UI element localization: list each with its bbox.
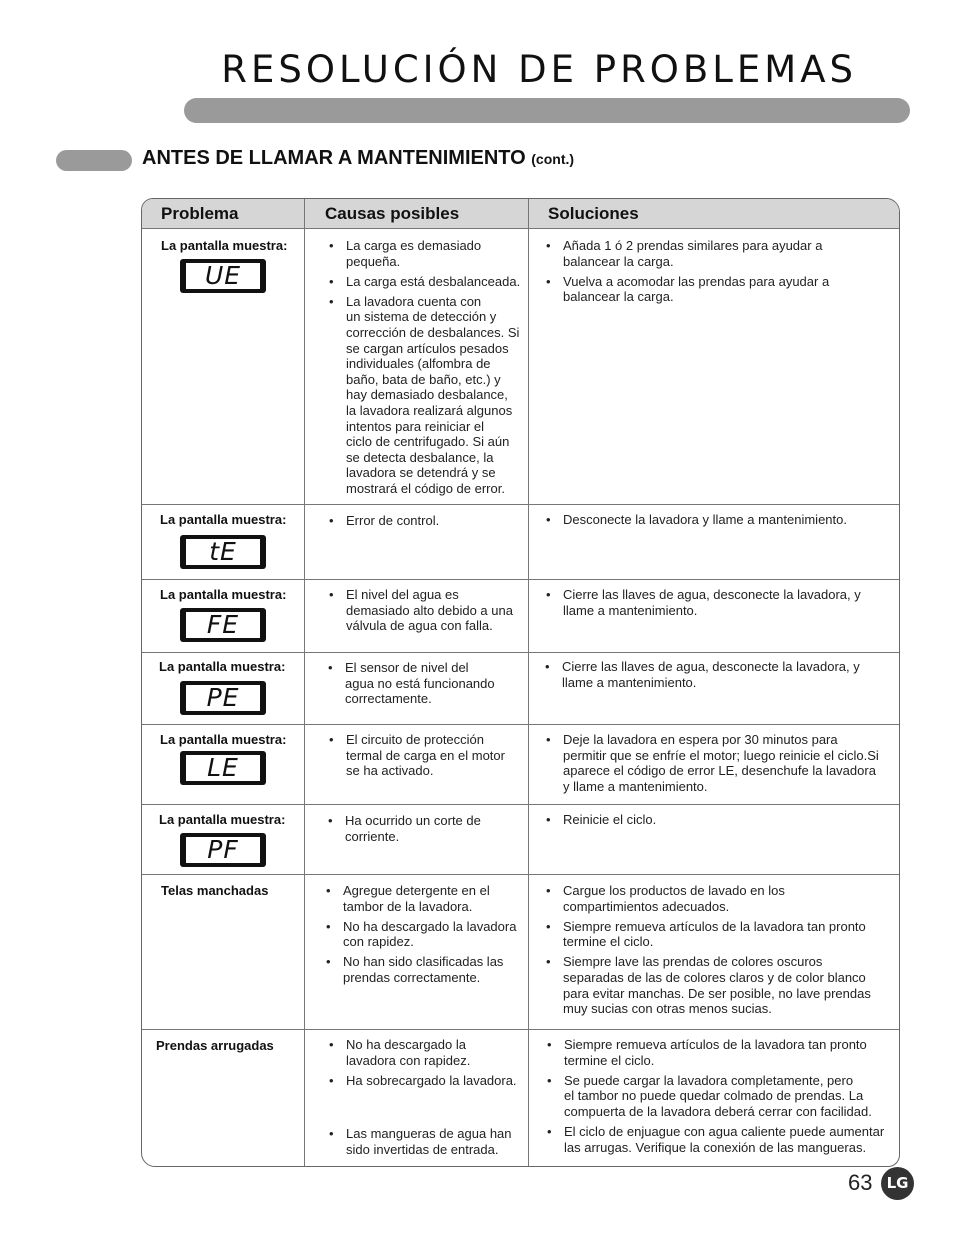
display-icon bbox=[180, 681, 266, 715]
page-number: 63 bbox=[848, 1170, 873, 1195]
column-divider bbox=[304, 199, 305, 1166]
table-row bbox=[142, 652, 899, 725]
solutions-list bbox=[542, 883, 894, 1021]
column-divider bbox=[528, 199, 529, 1166]
causes-list bbox=[325, 587, 530, 638]
cause-item: • No han sido clasificadas las prendas correctamente. bbox=[322, 954, 532, 985]
cause-item: • La lavadora cuenta con un sistema de detección y corrección de desbalances. Si se cargan artículos pesados individuales (alfombra de baño, bata de baño, etc.) y hay demasiado desbalance, la lavadora realizará algunos intentos para reiniciar el ciclo de centrifugado. Si aún se detecta desbalance, la lavadora se detendrá y se mostrará el código de error. bbox=[325, 294, 530, 497]
display-icon bbox=[180, 608, 266, 642]
causes-list bbox=[324, 813, 529, 849]
causes-list bbox=[325, 1037, 530, 1162]
causes-list bbox=[325, 732, 530, 783]
display-icon bbox=[180, 259, 266, 293]
cause-item: • Las mangueras de agua han sido invertidas de entrada. bbox=[325, 1126, 530, 1157]
problem-label: La pantalla muestra: bbox=[160, 512, 287, 527]
section-title: ANTES DE LLAMAR A MANTENIMIENTO bbox=[142, 147, 526, 169]
cause-item: • Ha sobrecargado la lavadora. bbox=[325, 1073, 530, 1089]
display-code: FE bbox=[206, 610, 240, 639]
causes-list bbox=[324, 660, 529, 711]
title-decor-bar bbox=[184, 98, 910, 123]
table-row bbox=[142, 579, 899, 653]
solution-item: • Se puede cargar la lavadora completamente, pero el tambor no puede quedar colmado de prendas. La compuerta de la lavadora deberá cerrar con facilidad. bbox=[543, 1073, 899, 1120]
cause-item: • La carga está desbalanceada. bbox=[325, 274, 530, 290]
solution-item: • Deje la lavadora en espera por 30 minutos para permitir que se enfríe el motor; luego reinicie el ciclo.Si aparece el código de error LE, desenchufe la lavadora y llame a mantenimiento. bbox=[542, 732, 894, 794]
solution-item: • El ciclo de enjuague con agua caliente puede aumentar las arrugas. Verifique la conexión de las mangueras. bbox=[543, 1124, 899, 1155]
solutions-list bbox=[542, 512, 892, 532]
header-soluciones: Soluciones bbox=[548, 204, 639, 223]
cause-item: • No ha descargado la lavadora con rapidez. bbox=[325, 1037, 530, 1068]
section-suffix: (cont.) bbox=[531, 151, 575, 167]
display-code: PE bbox=[206, 683, 240, 712]
problem-label: La pantalla muestra: bbox=[160, 732, 287, 747]
cause-item: • Ha ocurrido un corte de corriente. bbox=[324, 813, 529, 844]
display-icon bbox=[180, 751, 266, 785]
header-causas: Causas posibles bbox=[325, 204, 460, 223]
solution-item: • Cierre las llaves de agua, desconecte la lavadora, y llame a mantenimiento. bbox=[541, 659, 891, 690]
display-icon bbox=[180, 535, 266, 569]
cause-item: • No ha descargado la lavadora con rapidez. bbox=[322, 919, 532, 950]
solutions-list bbox=[542, 587, 892, 623]
problem-label: La pantalla muestra: bbox=[161, 238, 288, 253]
table-row bbox=[142, 1029, 899, 1167]
solution-item: • Cargue los productos de lavado en los compartimientos adecuados. bbox=[542, 883, 894, 914]
solutions-list bbox=[542, 812, 892, 832]
troubleshooting-table bbox=[141, 198, 900, 1167]
solution-item: • Siempre lave las prendas de colores oscuros separadas de las de colores claros y de color blanco para evitar manchas. De ser posible, no lave prendas muy sucias con otras menos sucias. bbox=[542, 954, 894, 1016]
cause-item: • La carga es demasiado pequeña. bbox=[325, 238, 530, 269]
lg-logo-icon: LG bbox=[881, 1167, 914, 1200]
display-code: UE bbox=[204, 261, 242, 290]
section-heading bbox=[142, 147, 574, 170]
display-code: tE bbox=[209, 537, 237, 566]
solutions-list bbox=[542, 732, 894, 799]
solutions-list bbox=[542, 238, 892, 309]
solution-item: • Siempre remueva artículos de la lavadora tan pronto termine el ciclo. bbox=[543, 1037, 899, 1068]
causes-list bbox=[322, 883, 532, 990]
table-row bbox=[142, 228, 899, 505]
solution-item: • Siempre remueva artículos de la lavadora tan pronto termine el ciclo. bbox=[542, 919, 894, 950]
cause-item: • Agregue detergente en el tambor de la lavadora. bbox=[322, 883, 532, 914]
header-problema: Problema bbox=[161, 204, 239, 223]
solution-item: • Añada 1 ó 2 prendas similares para ayudar a balancear la carga. bbox=[542, 238, 892, 269]
table-row bbox=[142, 874, 899, 1030]
problem-label: La pantalla muestra: bbox=[160, 587, 287, 602]
solution-item: • Desconecte la lavadora y llame a mantenimiento. bbox=[542, 512, 892, 528]
cause-item: • El circuito de protección termal de carga en el motor se ha activado. bbox=[325, 732, 530, 779]
page-title: RESOLUCIÓN DE PROBLEMAS bbox=[221, 48, 857, 91]
problem-label: La pantalla muestra: bbox=[159, 659, 286, 674]
solutions-list bbox=[541, 659, 891, 695]
problem-label: La pantalla muestra: bbox=[159, 812, 286, 827]
cause-item: • Error de control. bbox=[325, 513, 530, 529]
solution-item: • Cierre las llaves de agua, desconecte la lavadora, y llame a mantenimiento. bbox=[542, 587, 892, 618]
causes-list bbox=[325, 238, 530, 501]
causes-list bbox=[325, 513, 530, 533]
solution-item: • Reinicie el ciclo. bbox=[542, 812, 892, 828]
solution-item: • Vuelva a acomodar las prendas para ayudar a balancear la carga. bbox=[542, 274, 892, 305]
section-decor-pill bbox=[56, 150, 132, 171]
problem-label: Prendas arrugadas bbox=[156, 1038, 274, 1053]
table-header bbox=[142, 199, 899, 229]
solutions-list bbox=[543, 1037, 899, 1160]
cause-item: • El sensor de nivel del agua no está funcionando correctamente. bbox=[324, 660, 529, 707]
table-row bbox=[142, 804, 899, 875]
display-code: PF bbox=[207, 835, 239, 864]
table-row bbox=[142, 724, 899, 805]
table-row bbox=[142, 504, 899, 580]
display-code: LE bbox=[207, 753, 239, 782]
display-icon bbox=[180, 833, 266, 867]
problem-label: Telas manchadas bbox=[161, 883, 269, 898]
cause-item: • El nivel del agua es demasiado alto debido a una válvula de agua con falla. bbox=[325, 587, 530, 634]
